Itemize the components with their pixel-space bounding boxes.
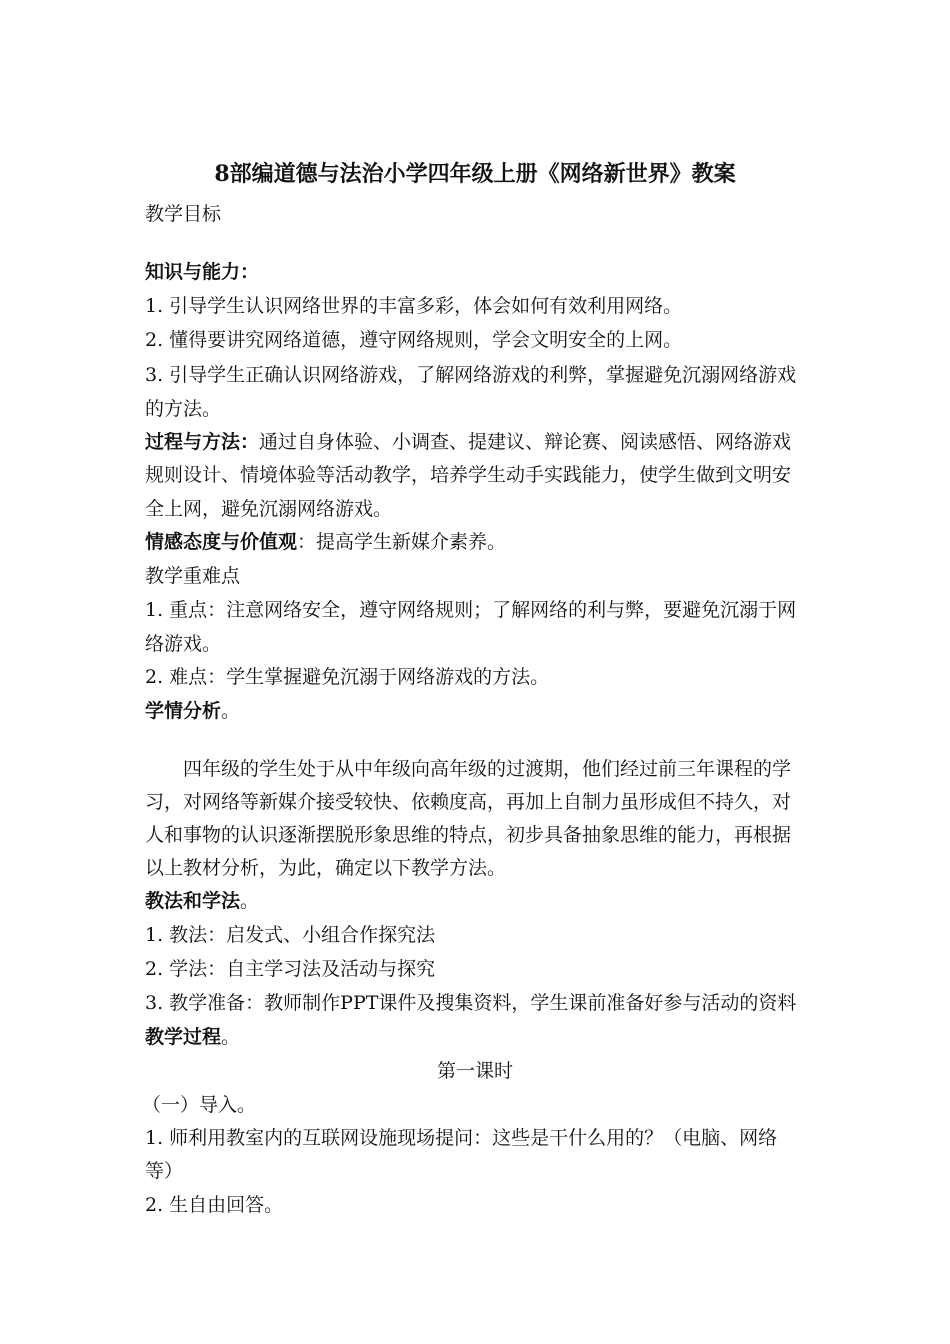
knowledge-item: 的方法。 — [145, 398, 222, 420]
methods-heading — [145, 889, 805, 913]
teaching-process-heading — [145, 1025, 805, 1049]
methods-label: 教法和学法 — [145, 890, 241, 912]
process-label: 过程与方法： — [145, 431, 260, 453]
analysis-line: 人和事物的认识逐渐摆脱形象思维的特点，初步具备抽象思维的能力，再根据 — [145, 824, 792, 846]
method-item: 1. 教法：启发式、小组合作探究法 — [145, 924, 436, 946]
keypoint-item: 1. 重点：注意网络安全，遵守网络规则；了解网络的利与弊，要避免沉溺于网 — [145, 599, 797, 621]
process-line: 全上网，避免沉溺网络游戏。 — [145, 498, 393, 520]
process-line: 规则设计、情境体验等活动教学，培养学生动手实践能力，使学生做到文明安 — [145, 464, 792, 486]
teaching-process-tail: 。 — [221, 1026, 241, 1048]
knowledge-item: 2. 懂得要讲究网络道德，遵守网络规则，学会文明安全的上网。 — [145, 329, 683, 351]
process-text: 通过自身体验、小调查、提建议、辩论赛、阅读感悟、网络游戏 — [259, 431, 792, 453]
analysis-line: 习，对网络等新媒介接受较快、依赖度高，再加上自制力虽形成但不持久，对 — [145, 791, 792, 813]
process-paragraph — [145, 430, 805, 454]
intro-item: 等） — [145, 1160, 184, 1182]
document-title: 8部编道德与法治小学四年级上册《网络新世界》教案 — [214, 161, 736, 187]
objectives-heading: 教学目标 — [145, 203, 222, 225]
methods-tail: 。 — [240, 890, 260, 912]
analysis-tail: 。 — [221, 700, 241, 722]
keypoints-heading: 教学重难点 — [145, 565, 241, 587]
keypoint-item: 2. 难点：学生掌握避免沉溺于网络游戏的方法。 — [145, 666, 550, 688]
method-item: 2. 学法：自主学习法及活动与探究 — [145, 958, 436, 980]
lesson-heading: 第一课时 — [436, 1060, 513, 1082]
knowledge-item: 3. 引导学生正确认识网络游戏，了解网络游戏的利弊，掌握避免沉溺网络游戏 — [145, 364, 797, 386]
knowledge-heading — [145, 260, 805, 284]
intro-item: 1. 师利用教室内的互联网设施现场提问：这些是干什么用的？（电脑、网络 — [145, 1127, 778, 1149]
knowledge-item: 1. 引导学生认识网络世界的丰富多彩，体会如何有效利用网络。 — [145, 295, 683, 317]
analysis-line: 四年级的学生处于从中年级向高年级的过渡期，他们经过前三年课程的学 — [183, 758, 792, 780]
analysis-label: 学情分析 — [145, 700, 222, 722]
method-item: 3. 教学准备：教师制作PPT课件及搜集资料，学生课前准备好参与活动的资料 — [145, 992, 797, 1014]
keypoint-item: 络游戏。 — [145, 633, 222, 655]
intro-heading: （一）导入。 — [142, 1094, 257, 1116]
intro-item: 2. 生自由回答。 — [145, 1194, 284, 1216]
emotion-paragraph — [145, 530, 805, 554]
analysis-line: 以上教材分析，为此，确定以下教学方法。 — [145, 857, 507, 879]
teaching-process-label: 教学过程 — [145, 1026, 222, 1048]
emotion-label: 情感态度与价值观 — [145, 531, 298, 553]
knowledge-heading-label: 知识与能力： — [145, 261, 260, 283]
emotion-text: ：提高学生新媒介素养。 — [297, 531, 507, 553]
analysis-heading — [145, 699, 805, 723]
